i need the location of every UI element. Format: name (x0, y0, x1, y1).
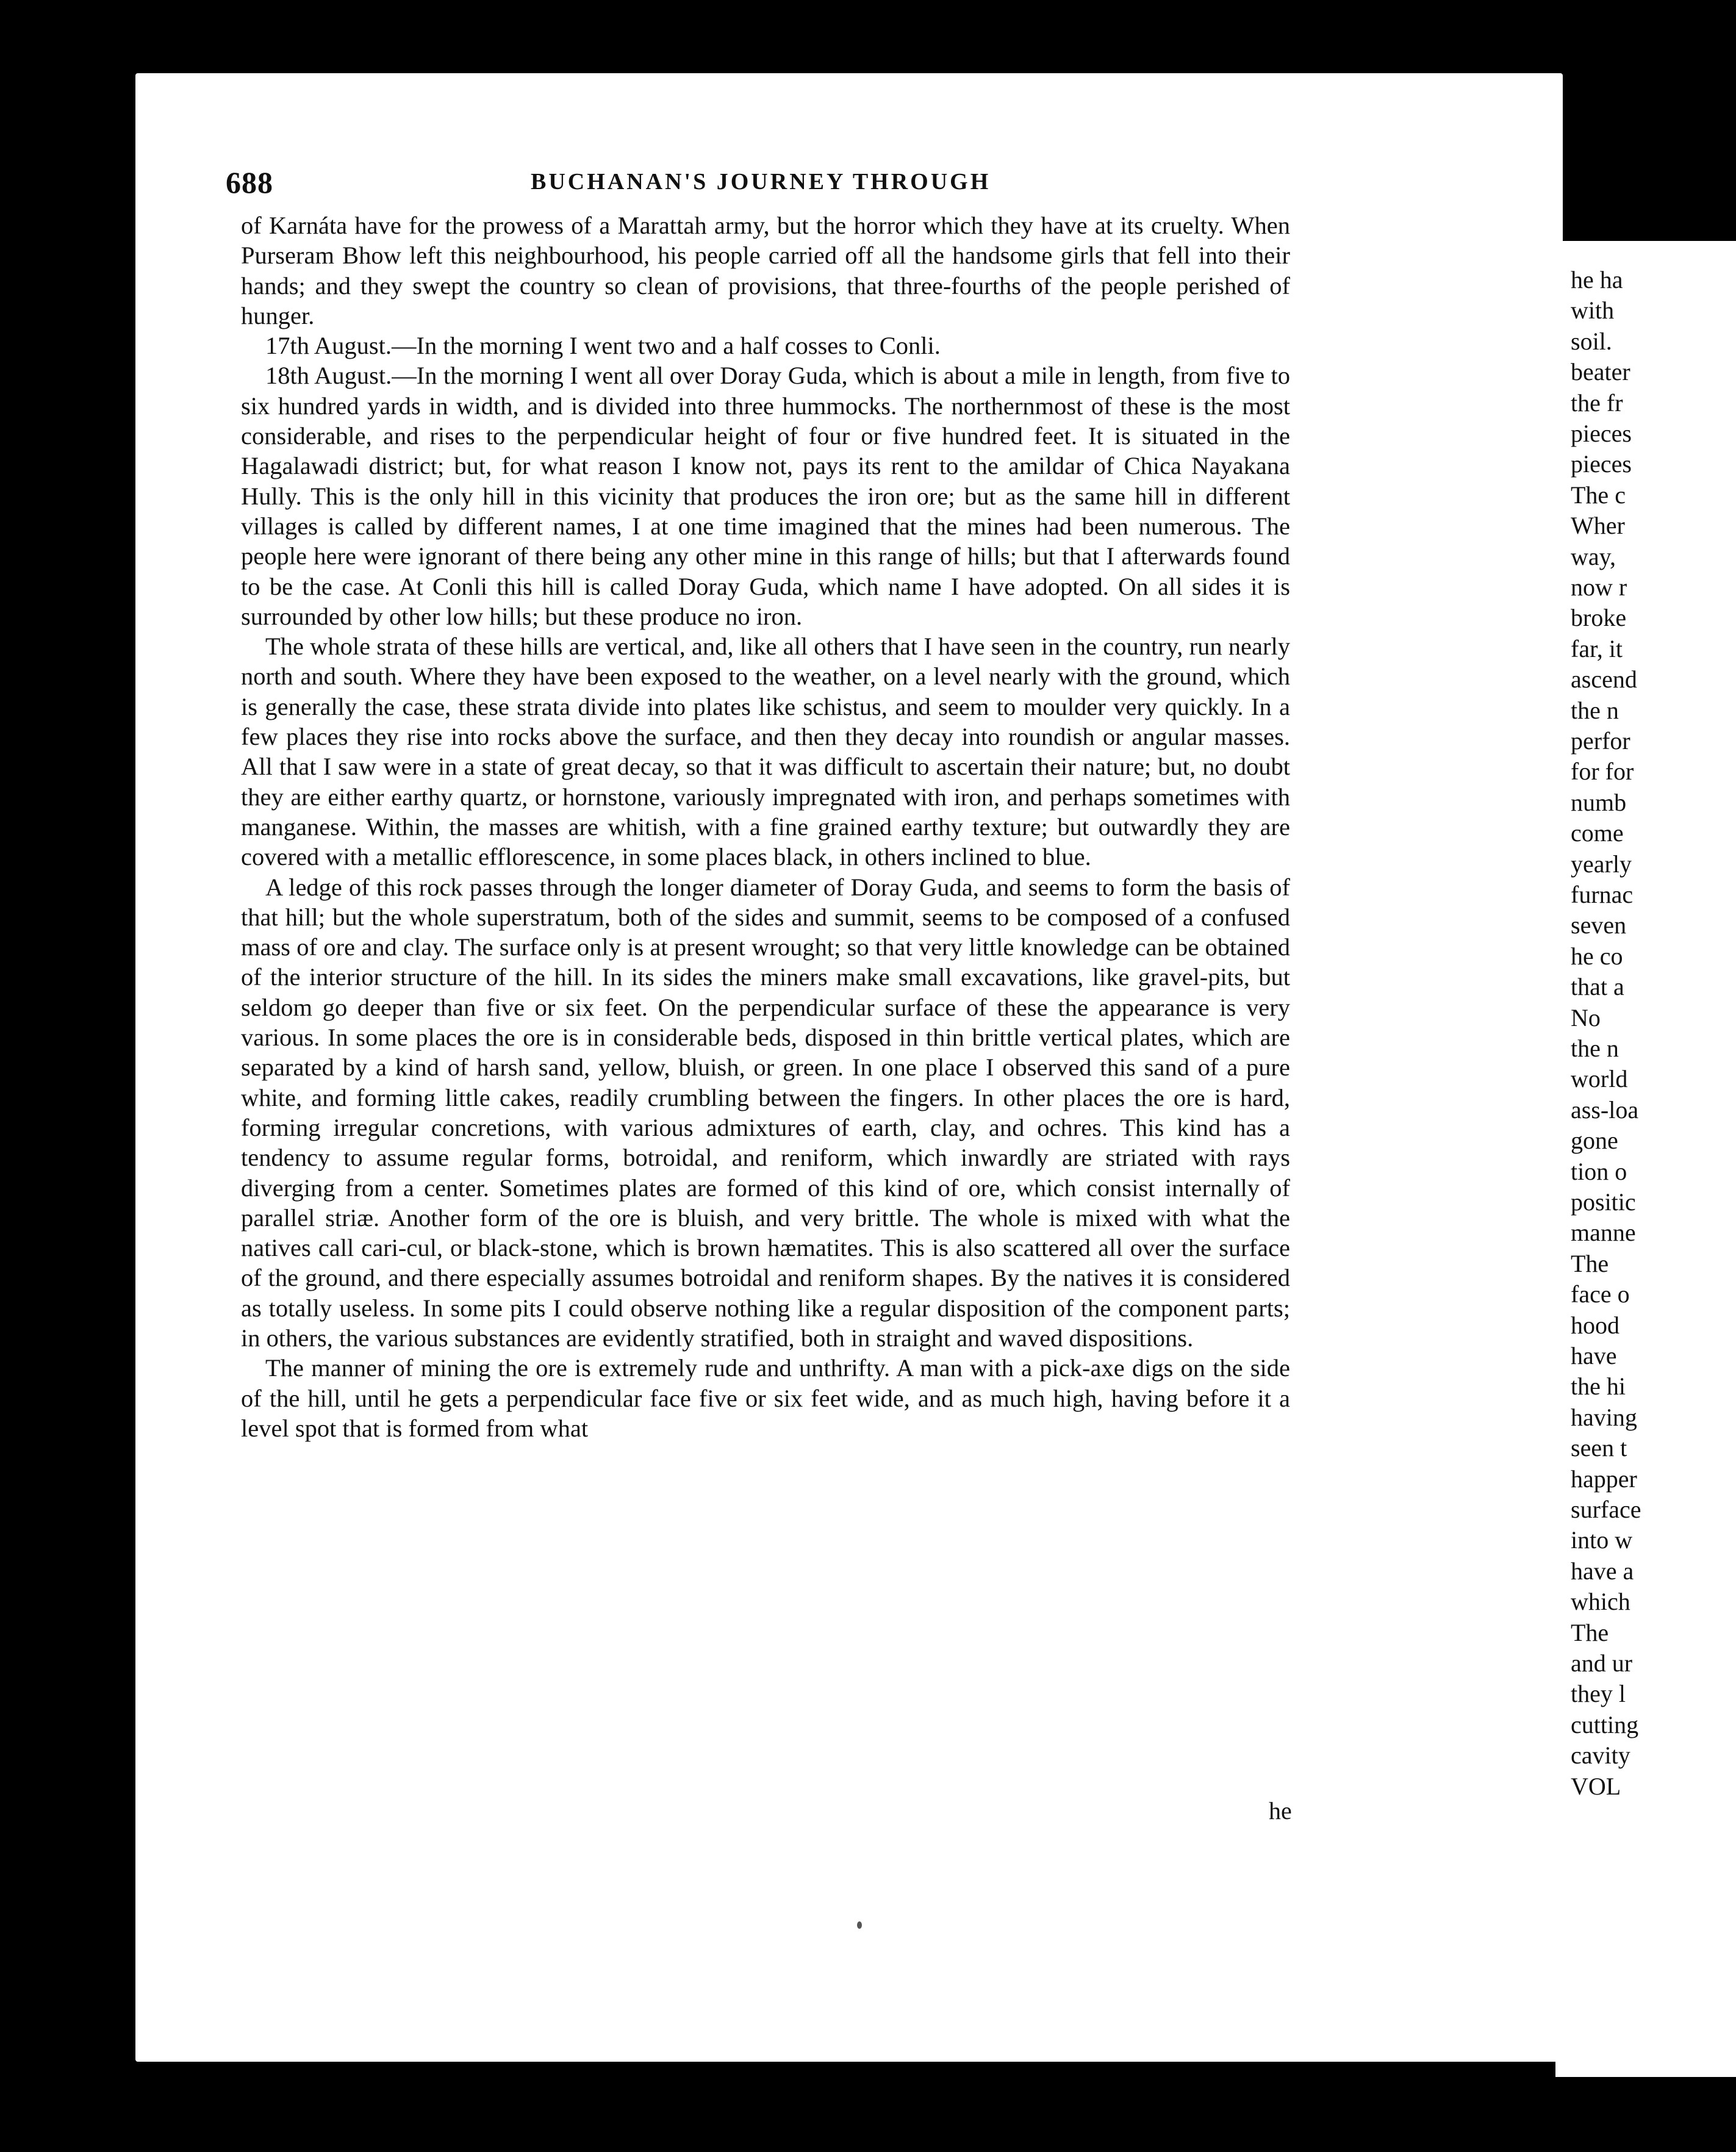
facing-page-line: far, it (1571, 634, 1623, 662)
facing-page-line: yearly (1571, 850, 1632, 878)
facing-page-line: broke (1571, 604, 1627, 632)
facing-page-line: manne (1571, 1219, 1636, 1247)
facing-page-line: have (1571, 1342, 1617, 1369)
facing-page-line: face o (1571, 1280, 1630, 1308)
facing-page-line: the n (1571, 1035, 1619, 1062)
facing-page-line: pieces (1571, 420, 1632, 447)
facing-page-line: they l (1571, 1680, 1626, 1708)
facing-page-line: come (1571, 819, 1624, 847)
facing-page-line: now r (1571, 573, 1627, 601)
facing-page-line: and ur (1571, 1649, 1633, 1677)
facing-page-line: gone (1571, 1127, 1618, 1155)
facing-page-line: into w (1571, 1526, 1633, 1554)
facing-page-line: happer (1571, 1465, 1637, 1493)
facing-page-line: perfor (1571, 727, 1630, 755)
facing-page-line: furnac (1571, 881, 1634, 908)
paragraph-strata: The whole strata of these hills are vertical, and, like all others that I have seen in the country, run nearly north and south. Where they have been exposed to the weather, on a level nearly with the ground, which is generally the case, these strata divide into plates like schistus, and seem to moulder very quickly. In a few places they rise into rocks above the surface, and then they decay into roundish or angular masses. All that I saw were in a state of great decay, so that it was difficult to ascertain their nature; but, no doubt they are either earthy quartz, or hornstone, variously impregnated with iron, and perhaps sometimes with manganese. Within, the masses are whitish, with a fine grained earthy texture; but outwardly they are covered with a metallic efflorescence, in some places black, in others inclined to blue. (241, 633, 1290, 871)
facing-page-line: the hi (1571, 1372, 1626, 1401)
paragraph-17th-august: 17th August.—In the morning I went two and a half cosses to Conli. (265, 332, 941, 360)
running-head: BUCHANAN'S JOURNEY THROUGH (531, 169, 991, 195)
paragraph-mining: The manner of mining the ore is extremely rude and unthrifty. A man with a pick-axe digs on the side of the hill, until he gets a perpendicular face five or six feet wide, and as much high, having before it a level spot that is formed from what (241, 1354, 1290, 1442)
facing-page-line: having (1571, 1403, 1637, 1431)
facing-page-line: he ha (1571, 266, 1623, 293)
facing-page-edge (1555, 241, 1736, 2077)
facing-page-line: that a (1571, 973, 1624, 1001)
facing-page-line: he co (1571, 942, 1623, 970)
facing-page-line: numb (1571, 788, 1627, 816)
facing-page-line: No (1571, 1003, 1601, 1031)
facing-page-line: hood (1571, 1311, 1619, 1339)
facing-page-line: Wher (1571, 512, 1625, 540)
facing-page-line: the fr (1571, 389, 1623, 417)
facing-page-line: seen t (1571, 1434, 1627, 1462)
facing-page-line: beater (1571, 358, 1630, 386)
facing-page-line: cavity (1571, 1741, 1630, 1770)
facing-page-line: way, (1571, 542, 1616, 570)
facing-page-line: which (1571, 1588, 1630, 1616)
facing-page-line: have a (1571, 1557, 1634, 1585)
facing-page-line: ass-loa (1571, 1096, 1639, 1124)
body-text (241, 210, 1290, 1443)
facing-page-line: surface (1571, 1496, 1641, 1523)
facing-page-line: pieces (1571, 450, 1632, 478)
facing-page-line: The (1571, 1618, 1609, 1646)
catchword: he (1269, 1797, 1292, 1824)
paragraph-ledge: A ledge of this rock passes through the longer diameter of Doray Guda, and seems to form the basis of that hill; but the whole superstratum, both of the sides and summit, seems to be composed of a confused mass of ore and clay. The surface only is at present wrought; so that very little knowledge can be obtained of the interior structure of the hill. In its sides the miners make small excavations, like gravel-pits, but seldom go deeper than five or six feet. On the perpendicular surface of these the appearance is very various. In some places the ore is in considerable beds, disposed in thin brittle vertical plates, which are separated by a kind of harsh sand, yellow, bluish, or green. In one place I observed this sand of a pure white, and forming little cakes, readily crumbling between the fingers. In other places the ore is hard, forming irregular concretions, with various admixtures of earth, clay, and ochres. This kind has a tendency to assume regular forms, botroidal, and reniform, which inwardly are striated with rays diverging from a center. Sometimes plates are formed of this kind of ore, which consist internally of parallel striæ. Another form of the ore is bluish, and very brittle. The whole is mixed with what the natives call cari-cul, or black-stone, which is brown hæmatites. This is also scattered all over the surface of the ground, and there especially assumes botroidal and reniform shapes. By the natives it is considered as totally useless. In some pits I could observe nothing like a regular disposition of the component parts; in others, the various substances are evidently stratified, both in straight and waved dispositions. (241, 873, 1290, 1352)
facing-page-line: cutting (1571, 1710, 1639, 1738)
facing-page-line: world (1571, 1065, 1628, 1093)
paragraph-18th-august: 18th August.—In the morning I went all over Doray Guda, which is about a mile in length, from five to six hundred yards in width, and is divided into three hummocks. The northernmost of these is the most considerable, and rises to the perpendicular height of four or five hundred feet. It is situated in the Hagalawadi district; but, for what reason I know not, pays its rent to the amildar of Chica Nayakana Hully. This is the only hill in this vicinity that produces the iron ore; but as the same hill in different villages is called by different names, I at one time imagined that the mines had been numerous. The people here were ignorant of there being any other mine in this range of hills; but that I afterwards found to be the case. At Conli this hill is called Doray Guda, which name I have adopted. On all sides it is surrounded by other low hills; but these produce no iron. (241, 362, 1290, 630)
facing-page-line: seven (1571, 911, 1627, 939)
facing-page-line: positic (1571, 1188, 1636, 1216)
page-number: 688 (226, 165, 273, 199)
page-header (226, 165, 1476, 201)
facing-page-line: for for (1571, 758, 1634, 786)
facing-page-line: tion o (1571, 1157, 1627, 1185)
facing-page-line: ascend (1571, 665, 1637, 694)
paragraph-continuation: of Karnáta have for the prowess of a Marattah army, but the horror which they have at its cruelty. When Purseram Bhow left this neighbourhood, his people carried off all the handsome girls that fell into their hands; and they swept the country so clean of provisions, that three-fourths of the people perished of hunger. (241, 212, 1290, 329)
facing-page-line: soil. (1571, 327, 1612, 355)
facing-page-line: with (1571, 296, 1615, 325)
facing-page-line: VOL (1571, 1772, 1621, 1800)
facing-page-line: the n (1571, 696, 1619, 724)
facing-page-line: The (1571, 1249, 1609, 1277)
facing-page-line: The c (1571, 481, 1626, 509)
ink-speck (857, 1921, 862, 1929)
